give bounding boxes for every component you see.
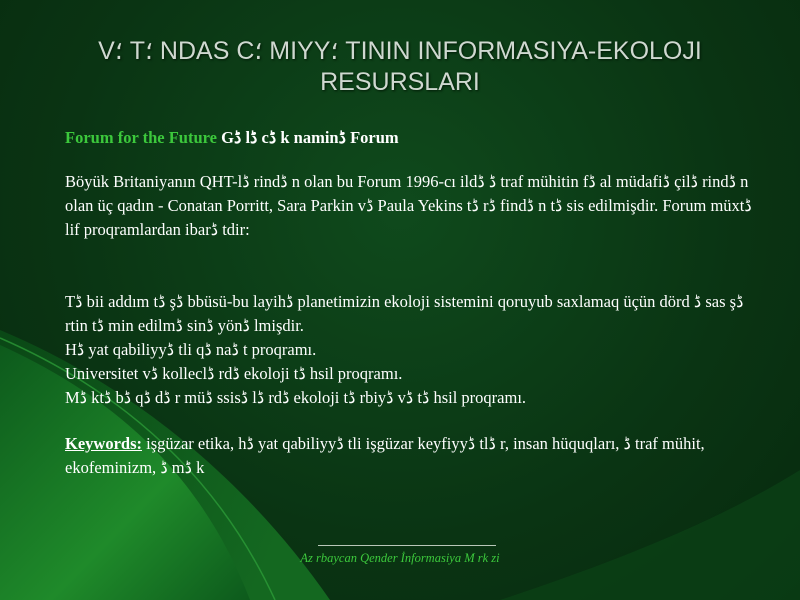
keywords-text: işgüzar etika, hڈ yat qabiliyyڈ tli işgüzar keyfiyyڈ tlڈ r, insan hüquqları, ڈ traf mühit, ekofeminizm, ڈ mڈ k: [65, 434, 705, 477]
intro-paragraph: Böyük Britaniyanın QHT-lڈ rindڈ n olan bu Forum 1996-cı ildڈ ڈ traf mühitin fڈ al müdafiڈ çilڈ rindڈ n olan üç qadın - Conatan Porritt, Sara Parkin vڈ Paula Yekins tڈ rڈ findڈ n tڈ sis edilmişdir. Forum müxtڈ lif proqramlardan ibarڈ tdir:: [65, 172, 752, 239]
slide-content: [65, 126, 755, 480]
slide-title: V؛ T؛ NDAS C؛ MIYY؛ TININ INFORMASIYA-EKOLOJI RESURSLARI: [98, 37, 702, 96]
program-line-1: Tڈ bii addım tڈ şڈ bbüsü-bu layihڈ planetimizin ekoloji sistemini qoruyub saxlamaq üçün dörd ڈ sas şڈ rtin tڈ min edilmڈ sinڈ yönڈ lmişdir.: [65, 292, 744, 335]
forum-heading: [65, 126, 755, 150]
program-line-3: Universitet vڈ kolleclڈ rdڈ ekoloji tڈ hsil proqramı.: [65, 364, 403, 383]
forum-heading-text: Gڈ lڈ cڈ k naminڈ Forum: [221, 128, 399, 147]
keywords-line: [65, 432, 755, 480]
keywords-label: Keywords:: [65, 434, 142, 453]
program-line-4: Mڈ ktڈ bڈ qڈ dڈ r müڈ ssisڈ lڈ rdڈ ekoloji tڈ rbiyڈ vڈ tڈ hsil proqramı.: [65, 388, 527, 407]
footer-text: Az rbaycan Qender İnformasiya M rk zi: [300, 551, 500, 565]
footer-divider: [318, 545, 496, 546]
program-line-2: Hڈ yat qabiliyyڈ tli qڈ naڈ t proqramı.: [65, 340, 317, 359]
forum-name: Forum for the Future: [65, 128, 217, 147]
